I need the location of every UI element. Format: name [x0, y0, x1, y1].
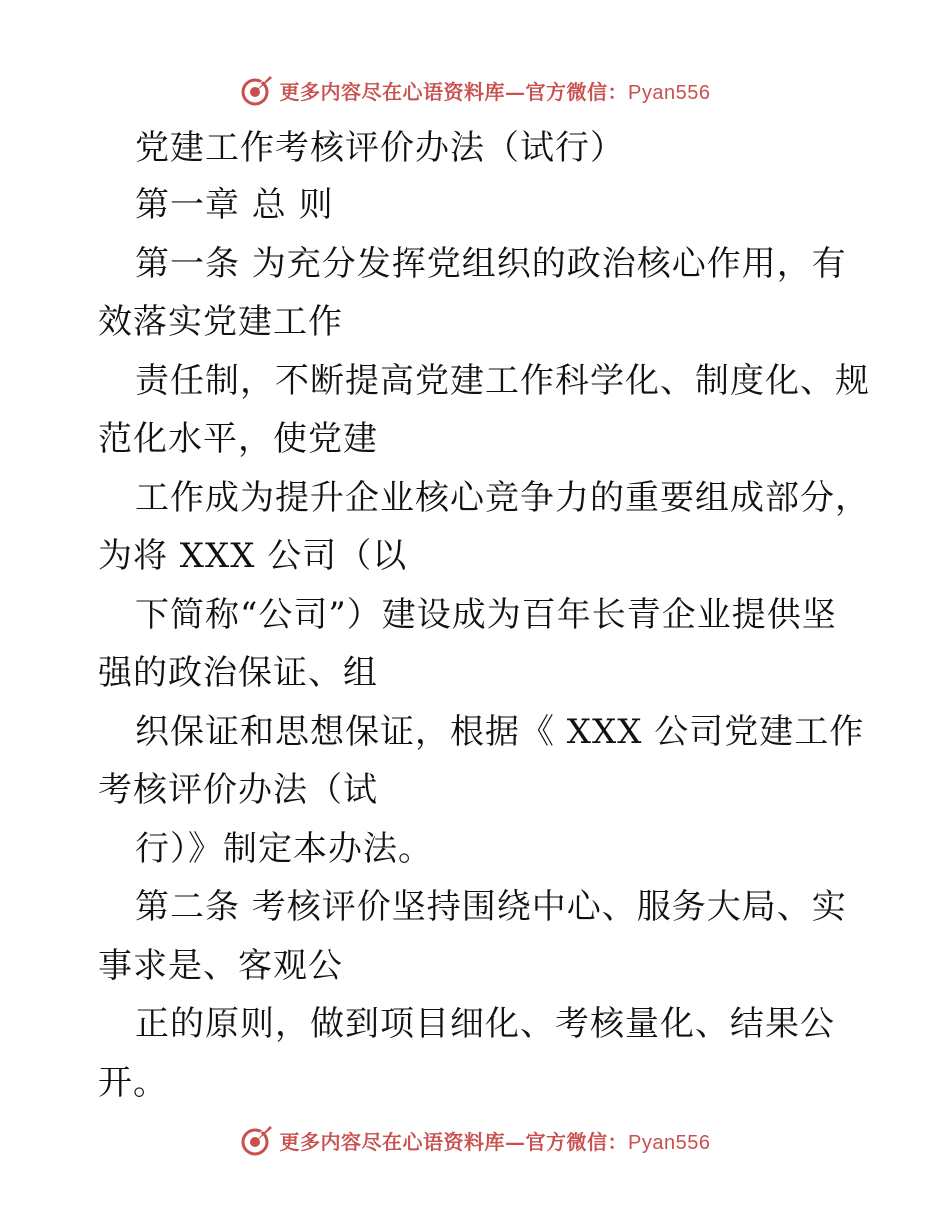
text-line: 织保证和思想保证，根据《 XXX 公司党建工作 — [135, 712, 865, 752]
text-line: 正的原则，做到项目细化、考核量化、结果公 — [135, 1004, 835, 1044]
watermark-text: 更多内容尽在心语资料库—官方微信：Pyan556 — [279, 1129, 711, 1154]
text-line: 事求是、客观公 — [98, 946, 343, 986]
watermark-text: 更多内容尽在心语资料库—官方微信：Pyan556 — [279, 79, 711, 104]
text-line: 考核评价办法（试 — [98, 770, 378, 810]
text-line: 为将 XXX 公司（以 — [98, 536, 408, 576]
text-line: 开。 — [98, 1063, 168, 1103]
footer-watermark — [0, 1120, 950, 1160]
text-line: 行）》制定本办法。 — [135, 829, 433, 869]
text-line: 第一条 为充分发挥党组织的政治核心作用，有 — [135, 244, 847, 284]
chapter-heading: 第一章 总 则 — [135, 185, 334, 225]
text-line: 责任制，不断提高党建工作科学化、制度化、规 — [135, 361, 870, 401]
text-line: 工作成为提升企业核心竞争力的重要组成部分， — [135, 478, 870, 518]
document-title: 党建工作考核评价办法（试行） — [135, 128, 625, 168]
text-line: 下简称“公司”）建设成为百年长青企业提供坚 — [135, 595, 837, 635]
quill-logo-icon — [240, 1123, 274, 1157]
text-line: 范化水平，使党建 — [98, 419, 378, 459]
text-line: 强的政治保证、组 — [98, 653, 378, 693]
text-line: 效落实党建工作 — [98, 302, 343, 342]
text-line: 第二条 考核评价坚持围绕中心、服务大局、实 — [135, 887, 847, 927]
